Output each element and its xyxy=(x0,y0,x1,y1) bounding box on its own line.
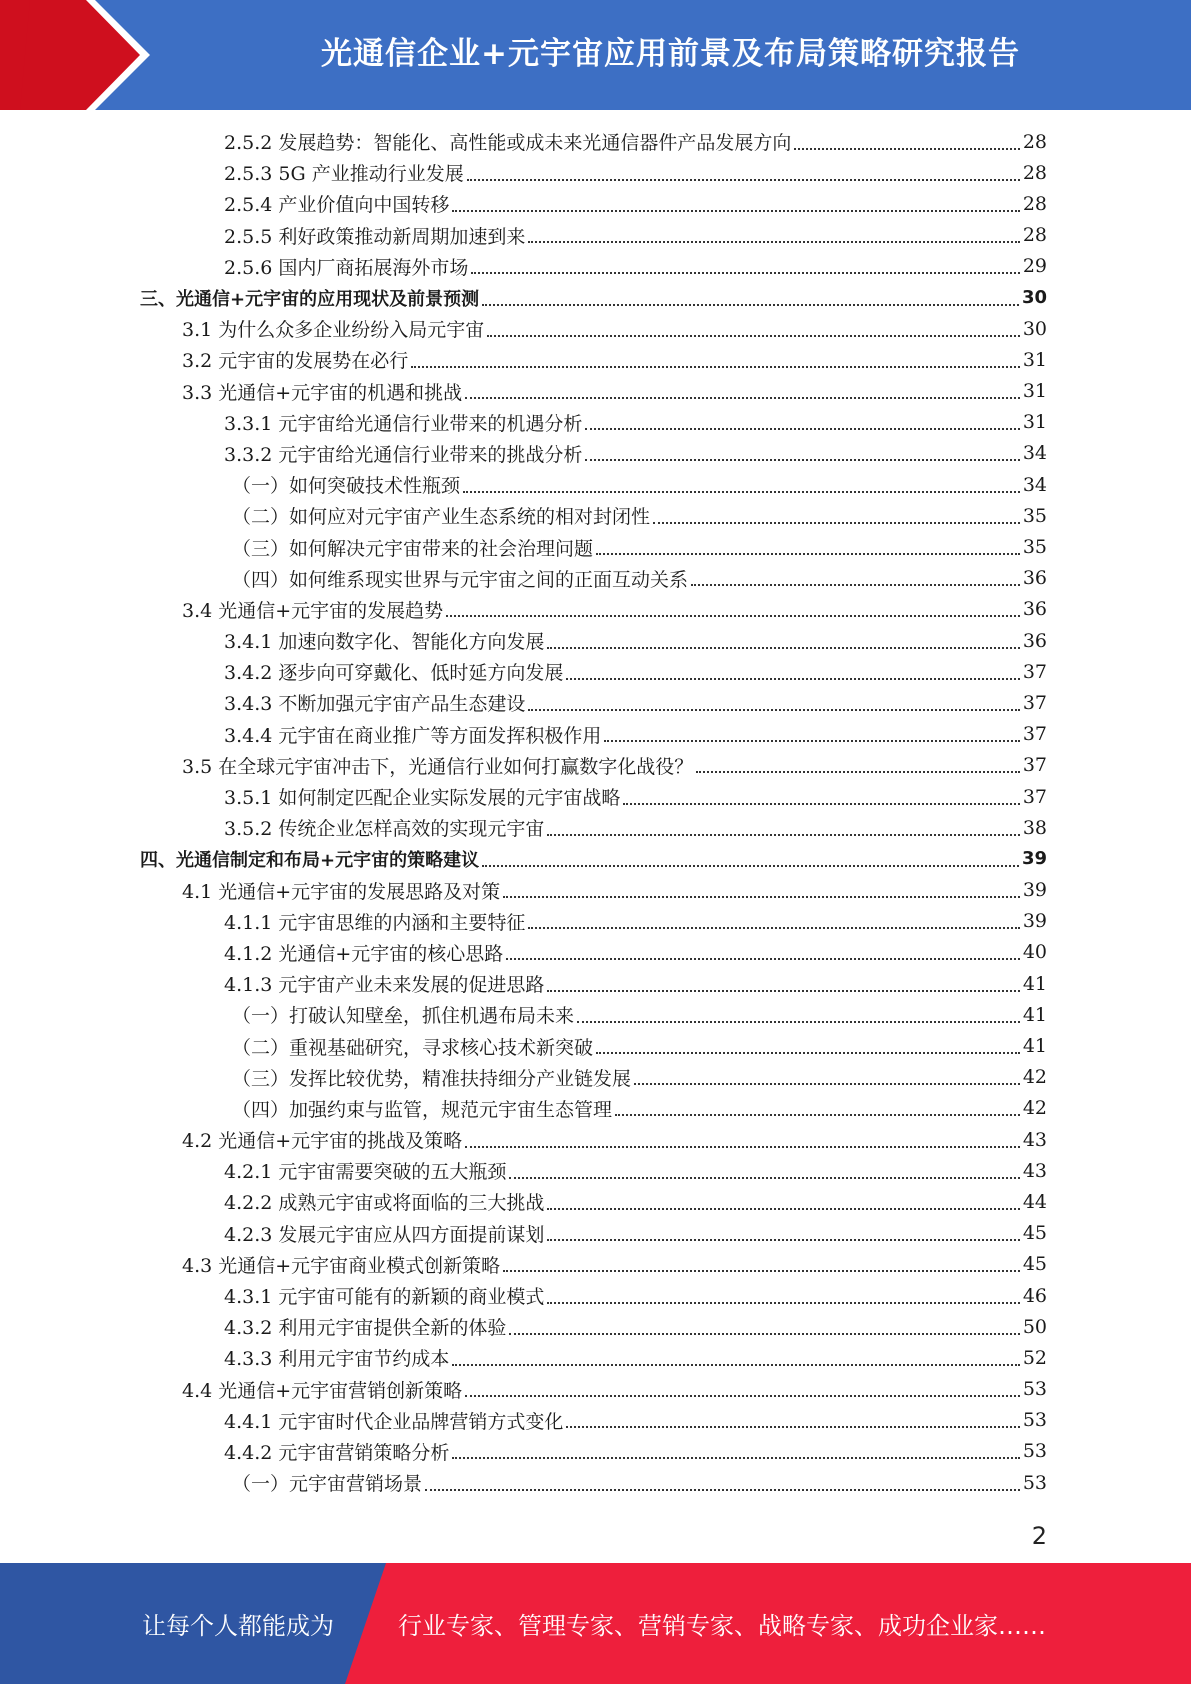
toc-entry[interactable] xyxy=(140,1249,1047,1280)
toc-entry-page: 28 xyxy=(1022,130,1047,153)
toc-dot-leader xyxy=(794,148,1019,150)
toc-entry[interactable] xyxy=(140,1436,1047,1467)
toc-entry-page: 37 xyxy=(1022,785,1047,808)
toc-entry[interactable] xyxy=(140,594,1047,625)
toc-dot-leader xyxy=(509,1333,1019,1335)
toc-entry-title: 4.4 光通信+元宇宙营销创新策略 xyxy=(182,1379,463,1402)
toc-entry[interactable] xyxy=(140,1467,1047,1498)
report-title: 光通信企业+元宇宙应用前景及布局策略研究报告 xyxy=(321,35,1020,72)
toc-entry-page: 34 xyxy=(1022,442,1047,465)
toc-entry[interactable] xyxy=(140,313,1047,344)
toc-entry-page: 45 xyxy=(1022,1222,1047,1245)
toc-entry-title: 2.5.6 国内厂商拓展海外市场 xyxy=(224,256,469,279)
toc-entry-title: 4.2.2 成熟元宇宙或将面临的三大挑战 xyxy=(224,1192,545,1215)
toc-entry[interactable] xyxy=(140,188,1047,219)
toc-dot-leader xyxy=(547,990,1019,992)
toc-dot-leader xyxy=(566,1426,1019,1428)
toc-dot-leader xyxy=(465,397,1020,399)
toc-dot-leader xyxy=(465,1395,1020,1397)
toc-entry-page: 53 xyxy=(1022,1471,1047,1494)
toc-dot-leader xyxy=(528,241,1019,243)
toc-entry-page: 44 xyxy=(1022,1190,1047,1213)
toc-entry[interactable] xyxy=(140,843,1047,874)
toc-dot-leader xyxy=(471,272,1019,274)
toc-entry-title: （三）如何解决元宇宙带来的社会治理问题 xyxy=(232,537,594,560)
toc-dot-leader xyxy=(615,1114,1020,1116)
toc-entry[interactable] xyxy=(140,282,1047,313)
toc-entry-title: 4.1 光通信+元宇宙的发展思路及对策 xyxy=(182,880,501,903)
toc-entry[interactable] xyxy=(140,376,1047,407)
toc-entry-page: 43 xyxy=(1022,1159,1047,1182)
toc-dot-leader xyxy=(585,459,1019,461)
toc-entry-title: （一）如何突破技术性瓶颈 xyxy=(232,475,461,498)
toc-entry-page: 31 xyxy=(1022,348,1047,371)
toc-entry[interactable] xyxy=(140,126,1047,157)
toc-entry-title: （三）发挥比较优势，精准扶持细分产业链发展 xyxy=(232,1067,632,1090)
toc-dot-leader xyxy=(528,927,1019,929)
toc-entry[interactable] xyxy=(140,781,1047,812)
toc-dot-leader xyxy=(604,740,1019,742)
toc-dot-leader xyxy=(547,1239,1019,1241)
toc-entry[interactable] xyxy=(140,438,1047,469)
toc-dot-leader xyxy=(452,1364,1019,1366)
toc-entry-title: 4.2.3 发展元宇宙应从四方面提前谋划 xyxy=(224,1223,545,1246)
toc-entry-page: 29 xyxy=(1022,255,1047,278)
toc-dot-leader xyxy=(691,584,1020,586)
toc-entry-title: 3.5.2 传统企业怎样高效的实现元宇宙 xyxy=(224,818,545,841)
toc-entry-page: 41 xyxy=(1022,1035,1047,1058)
toc-entry-page: 36 xyxy=(1022,567,1047,590)
toc-entry-title: （四）加强约束与监管，规范元宇宙生态管理 xyxy=(232,1098,613,1121)
toc-entry-page: 41 xyxy=(1022,1003,1047,1026)
toc-entry-title: 2.5.2 发展趋势：智能化、高性能或成未来光通信器件产品发展方向 xyxy=(224,132,792,155)
toc-entry[interactable] xyxy=(140,1311,1047,1342)
toc-entry-page: 39 xyxy=(1021,848,1047,870)
toc-entry-title: 4.1.2 光通信+元宇宙的核心思路 xyxy=(224,942,504,965)
toc-dot-leader xyxy=(503,896,1020,898)
toc-dot-leader xyxy=(446,615,1020,617)
footer-slogan-right: 行业专家、管理专家、营销专家、战略专家、成功企业家…… xyxy=(398,1612,1046,1640)
toc-dot-leader xyxy=(623,803,1019,805)
toc-entry-page: 50 xyxy=(1022,1315,1047,1338)
toc-entry-page: 53 xyxy=(1022,1378,1047,1401)
toc-entry-page: 37 xyxy=(1022,660,1047,683)
toc-entry-title: 3.3.1 元宇宙给光通信行业带来的机遇分析 xyxy=(224,412,583,435)
toc-dot-leader xyxy=(452,1457,1019,1459)
toc-entry-page: 37 xyxy=(1022,691,1047,714)
toc-entry-page: 42 xyxy=(1022,1066,1047,1089)
toc-entry-page: 46 xyxy=(1022,1284,1047,1307)
toc-entry-title: （一）元宇宙营销场景 xyxy=(232,1473,423,1496)
footer-slogan-left: 让每个人都能成为 xyxy=(142,1612,334,1640)
toc-entry[interactable] xyxy=(140,157,1047,188)
toc-entry[interactable] xyxy=(140,812,1047,843)
toc-entry-title: 2.5.3 5G 产业推动行业发展 xyxy=(224,163,464,186)
toc-entry-page: 41 xyxy=(1022,972,1047,995)
toc-entry[interactable] xyxy=(140,906,1047,937)
toc-entry-page: 36 xyxy=(1022,598,1047,621)
toc-entry-title: 4.1.1 元宇宙思维的内涵和主要特征 xyxy=(224,911,526,934)
toc-entry-title: 三、光通信+元宇宙的应用现状及前景预测 xyxy=(140,288,480,310)
toc-entry-page: 37 xyxy=(1022,723,1047,746)
toc-dot-leader xyxy=(503,1270,1020,1272)
toc-entry[interactable] xyxy=(140,656,1047,687)
table-of-contents xyxy=(140,126,1047,1498)
toc-entry-title: 3.4.1 加速向数字化、智能化方向发展 xyxy=(224,631,545,654)
toc-entry-title: 4.4.2 元宇宙营销策略分析 xyxy=(224,1441,450,1464)
toc-entry-title: （二）重视基础研究，寻求核心技术新突破 xyxy=(232,1036,594,1059)
page-header xyxy=(0,0,1191,110)
toc-dot-leader xyxy=(425,1489,1020,1491)
toc-entry-page: 39 xyxy=(1022,910,1047,933)
toc-dot-leader xyxy=(506,958,1020,960)
toc-entry[interactable] xyxy=(140,1030,1047,1061)
toc-entry-page: 53 xyxy=(1022,1440,1047,1463)
toc-entry-title: 3.4.4 元宇宙在商业推广等方面发挥积极作用 xyxy=(224,724,602,747)
toc-dot-leader xyxy=(482,304,1019,306)
toc-entry-page: 39 xyxy=(1022,879,1047,902)
toc-entry-page: 37 xyxy=(1022,754,1047,777)
toc-entry[interactable] xyxy=(140,968,1047,999)
toc-entry[interactable] xyxy=(140,750,1047,781)
toc-dot-leader xyxy=(634,1083,1020,1085)
header-red-chevron xyxy=(0,0,160,110)
toc-entry-page: 36 xyxy=(1022,629,1047,652)
toc-entry[interactable] xyxy=(140,531,1047,562)
toc-dot-leader xyxy=(482,865,1019,867)
toc-entry[interactable] xyxy=(140,1124,1047,1155)
toc-dot-leader xyxy=(566,678,1019,680)
toc-entry[interactable] xyxy=(140,1405,1047,1436)
toc-entry-title: 4.2 光通信+元宇宙的挑战及策略 xyxy=(182,1130,463,1153)
toc-dot-leader xyxy=(653,522,1020,524)
toc-entry[interactable] xyxy=(140,1342,1047,1373)
toc-entry-title: 3.5.1 如何制定匹配企业实际发展的元宇宙战略 xyxy=(224,787,621,810)
toc-entry[interactable] xyxy=(140,500,1047,531)
toc-dot-leader xyxy=(528,709,1019,711)
toc-dot-leader xyxy=(596,1052,1020,1054)
toc-entry-title: 3.3 光通信+元宇宙的机遇和挑战 xyxy=(182,381,463,404)
toc-dot-leader xyxy=(411,366,1020,368)
toc-entry-page: 30 xyxy=(1021,287,1047,309)
toc-entry[interactable] xyxy=(140,251,1047,282)
toc-entry-title: （二）如何应对元宇宙产业生态系统的相对封闭性 xyxy=(232,506,651,529)
toc-entry-title: 2.5.5 利好政策推动新周期加速到来 xyxy=(224,225,526,248)
toc-entry-page: 42 xyxy=(1022,1097,1047,1120)
toc-entry[interactable] xyxy=(140,1093,1047,1124)
toc-dot-leader xyxy=(547,647,1019,649)
toc-entry[interactable] xyxy=(140,687,1047,718)
toc-entry[interactable] xyxy=(140,719,1047,750)
toc-dot-leader xyxy=(585,428,1019,430)
toc-dot-leader xyxy=(467,179,1020,181)
toc-entry-title: （一）打破认知壁垒，抓住机遇布局未来 xyxy=(232,1005,575,1028)
toc-dot-leader xyxy=(577,1021,1020,1023)
page-number: 2 xyxy=(1031,1522,1047,1550)
toc-entry-title: 3.5 在全球元宇宙冲击下，光通信行业如何打赢数字化战役？ xyxy=(182,755,694,778)
toc-entry-title: 4.1.3 元宇宙产业未来发展的促进思路 xyxy=(224,974,545,997)
toc-entry-title: 4.4.1 元宇宙时代企业品牌营销方式变化 xyxy=(224,1410,564,1433)
toc-entry[interactable] xyxy=(140,1374,1047,1405)
toc-entry-title: 3.4 光通信+元宇宙的发展趋势 xyxy=(182,599,444,622)
toc-entry-page: 30 xyxy=(1022,317,1047,340)
toc-entry-title: （四）如何维系现实世界与元宇宙之间的正面互动关系 xyxy=(232,568,689,591)
toc-entry-page: 28 xyxy=(1022,224,1047,247)
toc-entry-title: 4.3.3 利用元宇宙节约成本 xyxy=(224,1348,450,1371)
toc-entry-page: 52 xyxy=(1022,1346,1047,1369)
toc-entry-page: 35 xyxy=(1022,504,1047,527)
toc-entry-title: 3.3.2 元宇宙给光通信行业带来的挑战分析 xyxy=(224,443,583,466)
toc-dot-leader xyxy=(463,491,1020,493)
toc-dot-leader xyxy=(547,1208,1019,1210)
toc-entry-page: 38 xyxy=(1022,816,1047,839)
toc-dot-leader xyxy=(547,1302,1019,1304)
toc-entry[interactable] xyxy=(140,1186,1047,1217)
toc-entry[interactable] xyxy=(140,469,1047,500)
toc-entry-title: 3.1 为什么众多企业纷纷入局元宇宙 xyxy=(182,319,485,342)
toc-entry-title: 3.4.3 不断加强元宇宙产品生态建设 xyxy=(224,693,526,716)
toc-entry-title: 4.3 光通信+元宇宙商业模式创新策略 xyxy=(182,1254,501,1277)
toc-entry-page: 53 xyxy=(1022,1409,1047,1432)
toc-entry[interactable] xyxy=(140,344,1047,375)
toc-entry-page: 45 xyxy=(1022,1253,1047,1276)
toc-entry-page: 31 xyxy=(1022,411,1047,434)
toc-entry-page: 28 xyxy=(1022,161,1047,184)
toc-entry[interactable] xyxy=(140,937,1047,968)
toc-entry-title: 4.3.2 利用元宇宙提供全新的体验 xyxy=(224,1317,507,1340)
toc-dot-leader xyxy=(547,834,1019,836)
toc-entry[interactable] xyxy=(140,1280,1047,1311)
toc-entry[interactable] xyxy=(140,1062,1047,1093)
toc-entry-page: 31 xyxy=(1022,380,1047,403)
toc-entry[interactable] xyxy=(140,407,1047,438)
toc-dot-leader xyxy=(452,210,1019,212)
toc-entry[interactable] xyxy=(140,1218,1047,1249)
page-footer xyxy=(0,1563,1191,1684)
toc-entry-title: 4.3.1 元宇宙可能有的新颖的商业模式 xyxy=(224,1286,545,1309)
toc-dot-leader xyxy=(509,1177,1019,1179)
toc-entry-title: 4.2.1 元宇宙需要突破的五大瓶颈 xyxy=(224,1161,507,1184)
toc-entry[interactable] xyxy=(140,875,1047,906)
toc-entry[interactable] xyxy=(140,220,1047,251)
toc-entry-page: 40 xyxy=(1022,941,1047,964)
toc-dot-leader xyxy=(596,553,1020,555)
toc-dot-leader xyxy=(487,335,1020,337)
toc-entry-title: 2.5.4 产业价值向中国转移 xyxy=(224,194,450,217)
toc-entry-title: 3.2 元宇宙的发展势在必行 xyxy=(182,350,409,373)
toc-entry-page: 34 xyxy=(1022,473,1047,496)
toc-entry[interactable] xyxy=(140,1155,1047,1186)
toc-entry[interactable] xyxy=(140,999,1047,1030)
toc-entry[interactable] xyxy=(140,625,1047,656)
toc-entry-page: 35 xyxy=(1022,536,1047,559)
toc-dot-leader xyxy=(465,1146,1020,1148)
toc-entry[interactable] xyxy=(140,563,1047,594)
toc-entry-title: 四、光通信制定和布局+元宇宙的策略建议 xyxy=(140,849,480,871)
toc-entry-page: 43 xyxy=(1022,1128,1047,1151)
toc-entry-page: 28 xyxy=(1022,192,1047,215)
toc-dot-leader xyxy=(696,771,1020,773)
toc-entry-title: 3.4.2 逐步向可穿戴化、低时延方向发展 xyxy=(224,662,564,685)
